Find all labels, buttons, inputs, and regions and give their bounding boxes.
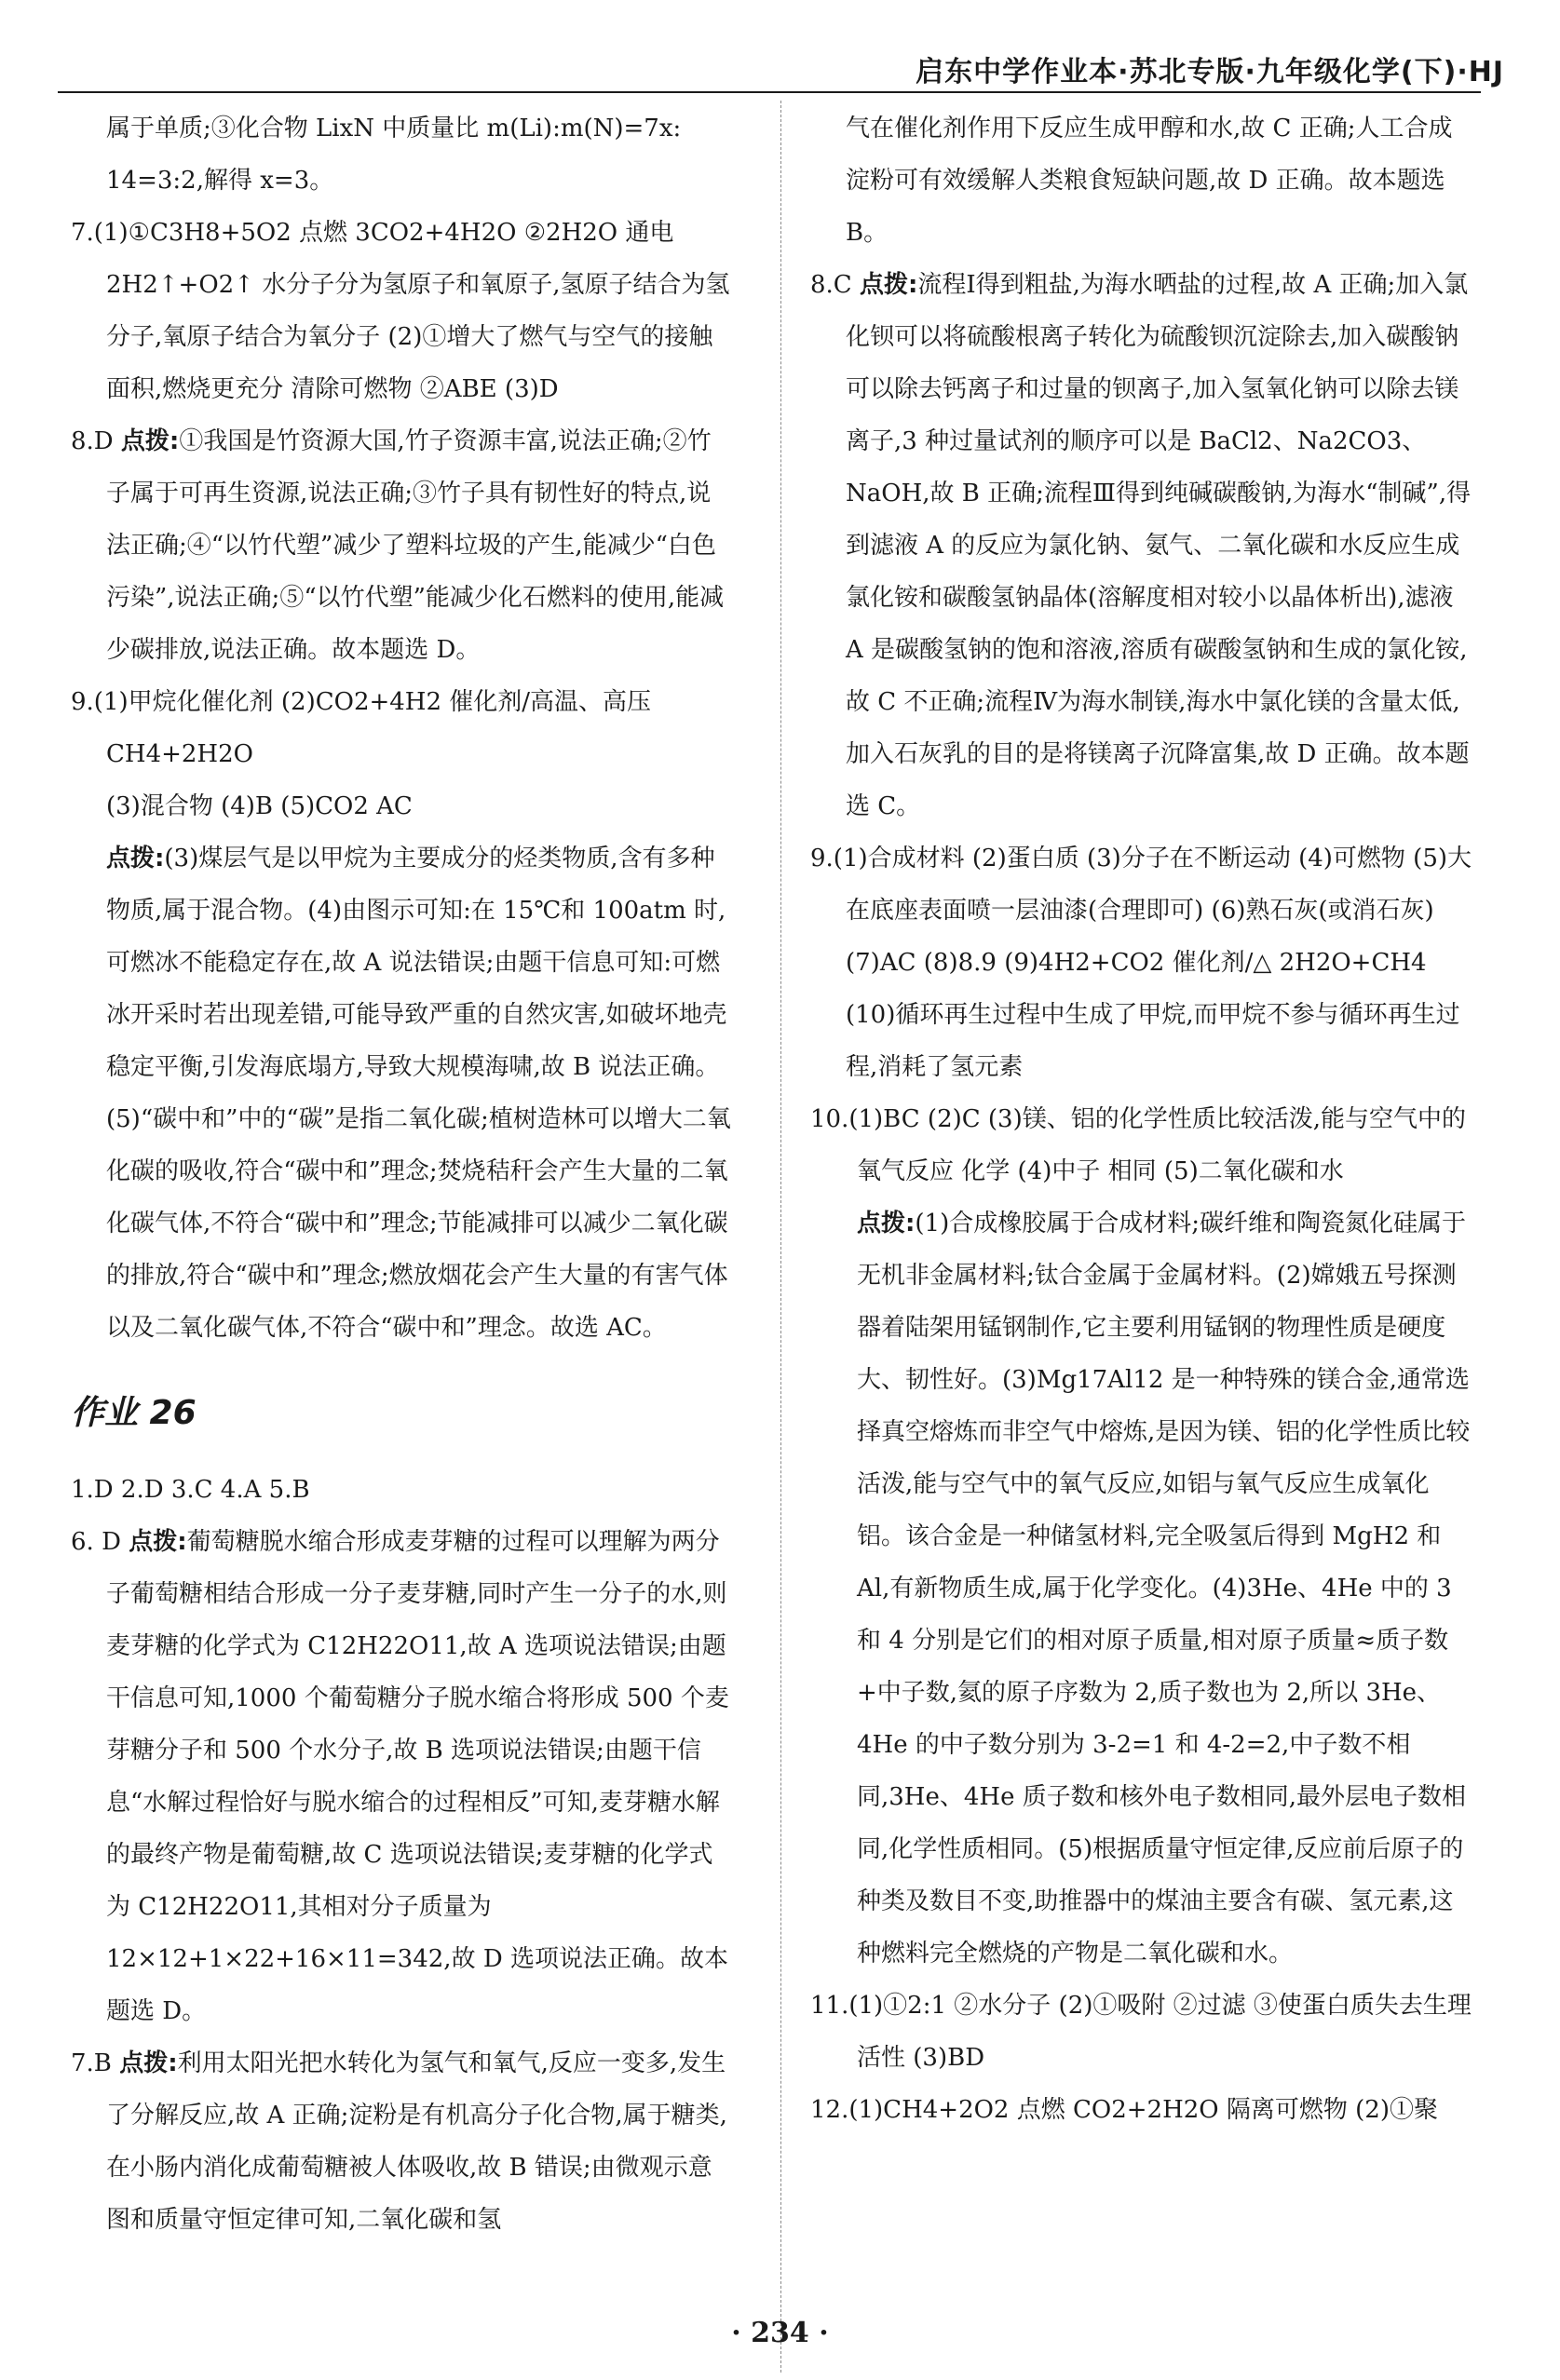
section-title: 作业 26 <box>71 1394 197 1432</box>
fragment-line: 14=3:2,解得 x=3。 <box>106 167 334 195</box>
hint-text: 葡萄糖脱水缩合形成麦芽糖的过程可以理解为两分子葡萄糖相结合形成一分子麦芽糖,同时产生一分子的水,则麦芽糖的化学式为 C12H22O11,故 A 选项说法错误;由题干信息可知,1000 个葡萄糖分子脱水缩合将形成 500 个麦芽糖分子和 500 个水分子,故 B 选项说法错误;由题干信息“水解过程恰好与脱水缩合的过程相反”可知,麦芽糖水解的最终产物是葡萄糖,故 C 选项说法错误;麦芽糖的化学式为 C12H22O11,其相对分子质量为 12×12+1×22+16×11=342,故 D 选项说法正确。故本题选 D。 <box>106 1528 729 2025</box>
answer-9r: 9.(1)合成材料 (2)蛋白质 (3)分子在不断运动 (4)可燃物 (5)大 在底座表面喷一层油漆(合理即可) (6)熟石灰(或消石灰) (7)AC (8)8.9 (9)4H2+CO2 催化剂/△ 2H2O+CH4 (10)循环再生过程中生成了甲烷,而甲烷不参与循环再生过程,消耗了氢元素 <box>810 845 1472 1081</box>
answer-8c <box>810 259 1472 832</box>
answer-label: 8.C <box>810 271 852 299</box>
answer-label: 8.D <box>71 427 114 455</box>
hint-label: 点拨: <box>859 271 918 299</box>
hint-text: (3)煤层气是以甲烷为主要成分的烃类物质,含有多种物质,属于混合物。(4)由图示可知:在 15℃和 100atm 时,可燃冰不能稳定存在,故 A 说法错误;由题干信息可知:可燃冰开采时若出现差错,可能导致严重的自然灾害,如破坏地壳稳定平衡,引发海底塌方,导致大规模海啸,故 B 说法正确。(5)“碳中和”中的“碳”是指二氧化碳;植树造林可以增大二氧化碳的吸收,符合“碳中和”理念;焚烧秸秆会产生大量的二氧化碳气体,不符合“碳中和”理念;节能减排可以减少二氧化碳的排放,符合“碳中和”理念;燃放烟花会产生大量的有害气体以及二氧化碳气体,不符合“碳中和”理念。故选 AC。 <box>106 845 731 1342</box>
page-header <box>0 48 1560 86</box>
right-column <box>810 102 1472 2136</box>
hint-label: 点拨: <box>129 1528 187 1556</box>
header-rule <box>58 91 1481 93</box>
hint-label: 点拨: <box>120 427 180 455</box>
hint-text: 利用太阳光把水转化为氢气和氧气,反应一变多,发生了分解反应,故 A 正确;淀粉是有机高分子化合物,属于糖类,在小肠内消化成葡萄糖被人体吸收,故 B 错误;由微观示意图和质量守恒定律可知,二氧化碳和氢 <box>106 2049 727 2234</box>
hint-text: ①我国是竹资源大国,竹子资源丰富,说法正确;②竹子属于可再生资源,说法正确;③竹子具有韧性好的特点,说法正确;④“以竹代塑”减少了塑料垃圾的产生,能减少“白色污染”,说法正确;⑤“以竹代塑”能减少化石燃料的使用,能减少碳排放,说法正确。故本题选 D。 <box>106 427 725 664</box>
hint-label: 点拨: <box>857 1210 916 1237</box>
hint-9 <box>71 832 732 1354</box>
answer-11: 11.(1)①2:1 ②水分子 (2)①吸附 ②过滤 ③使蛋白质失去生理活性 (3)BD <box>810 1992 1472 2072</box>
answer-7b <box>71 2037 732 2246</box>
answer-6 <box>71 1516 732 2037</box>
answers-1-5: 1.D 2.D 3.C 4.A 5.B <box>71 1476 310 1504</box>
page-number: · 234 · <box>731 2317 829 2349</box>
hint-text: 流程Ⅰ得到粗盐,为海水晒盐的过程,故 A 正确;加入氯化钡可以将硫酸根离子转化为硫酸钡沉淀除去,加入碳酸钠可以除去钙离子和过量的钡离子,加入氢氧化钠可以除去镁离子,3 种过量试剂的顺序可以是 BaCl2、Na2CO3、NaOH,故 B 正确;流程Ⅲ得到纯碱碳酸钠,为海水“制碱”,得到滤液 A 的反应为氯化钠、氨气、二氧化碳和水反应生成氯化铵和碳酸氢钠晶体(溶解度相对较小以晶体析出),滤液 A 是碳酸氢钠的饱和溶液,溶质有碳酸氢钠和生成的氯化铵,故 C 不正确;流程Ⅳ为海水制镁,海水中氯化镁的含量太低,加入石灰乳的目的是将镁离子沉降富集,故 D 正确。故本题选 C。 <box>846 271 1472 820</box>
answer-9-cont: (3)混合物 (4)B (5)CO2 AC <box>106 792 413 820</box>
hint-10 <box>810 1197 1472 1980</box>
hint-text: (1)合成橡胶属于合成材料;碳纤维和陶瓷氮化硅属于无机非金属材料;钛合金属于金属材料。(2)嫦娥五号探测器着陆架用锰钢制作,它主要利用锰钢的物理性质是硬度大、韧性好。(3)Mg17Al12 是一种特殊的镁合金,通常选择真空熔炼而非空气中熔炼,是因为镁、铝的化学性质比较活泼,能与空气中的氧气反应,如铝与氧气反应生成氧化铝。该合金是一种储氢材料,完全吸氢后得到 MgH2 和 Al,有新物质生成,属于化学变化。(4)3He、4He 中的 3 和 4 分别是它们的相对原子质量,相对原子质量≈质子数+中子数,氦的原子序数为 2,质子数也为 2,所以 3He、4He 的中子数分别为 3-2=1 和 4-2=2,中子数不相同,3He、4He 质子数和核外电子数相同,最外层电子数相同,化学性质相同。(5)根据质量守恒定律,反应前后原子的种类及数目不变,助推器中的煤油主要含有碳、氢元素,这种燃料完全燃烧的产物是二氧化碳和水。 <box>857 1210 1471 1968</box>
fragment-text: 气在催化剂作用下反应生成甲醇和水,故 C 正确;人工合成淀粉可有效缓解人类粮食短缺问题,故 D 正确。故本题选 B。 <box>846 115 1453 247</box>
left-column <box>71 102 732 2246</box>
answer-12: 12.(1)CH4+2O2 点燃 CO2+2H2O 隔离可燃物 (2)①聚 <box>810 2096 1438 2124</box>
answer-7: 7.(1)①C3H8+5O2 点燃 3CO2+4H2O ②2H2O 通电 2H2↑+O2↑ 水分子分为氢原子和氧原子,氢原子结合为氢分子,氧原子结合为氧分子 (2)①增大了燃气与空气的接触面积,燃烧更充分 清除可燃物 ②ABE (3)D <box>71 219 730 403</box>
answer-9: 9.(1)甲烷化催化剂 (2)CO2+4H2 催化剂/高温、高压 CH4+2H2O <box>71 688 652 768</box>
answer-label: 7.B <box>71 2049 112 2077</box>
header-title: 启东中学作业本·苏北专版·九年级化学(下)·HJ <box>916 56 1504 88</box>
answer-10: 10.(1)BC (2)C (3)镁、铝的化学性质比较活泼,能与空气中的氧气反应 化学 (4)中子 相同 (5)二氧化碳和水 <box>810 1105 1467 1185</box>
column-divider <box>780 101 781 2373</box>
hint-label: 点拨: <box>106 845 165 872</box>
hint-label: 点拨: <box>119 2049 178 2077</box>
answer-label: 6. D <box>71 1528 121 1556</box>
answer-8 <box>71 415 732 676</box>
fragment-line: 属于单质;③化合物 LixN 中质量比 m(Li):m(N)=7x: <box>106 115 682 142</box>
